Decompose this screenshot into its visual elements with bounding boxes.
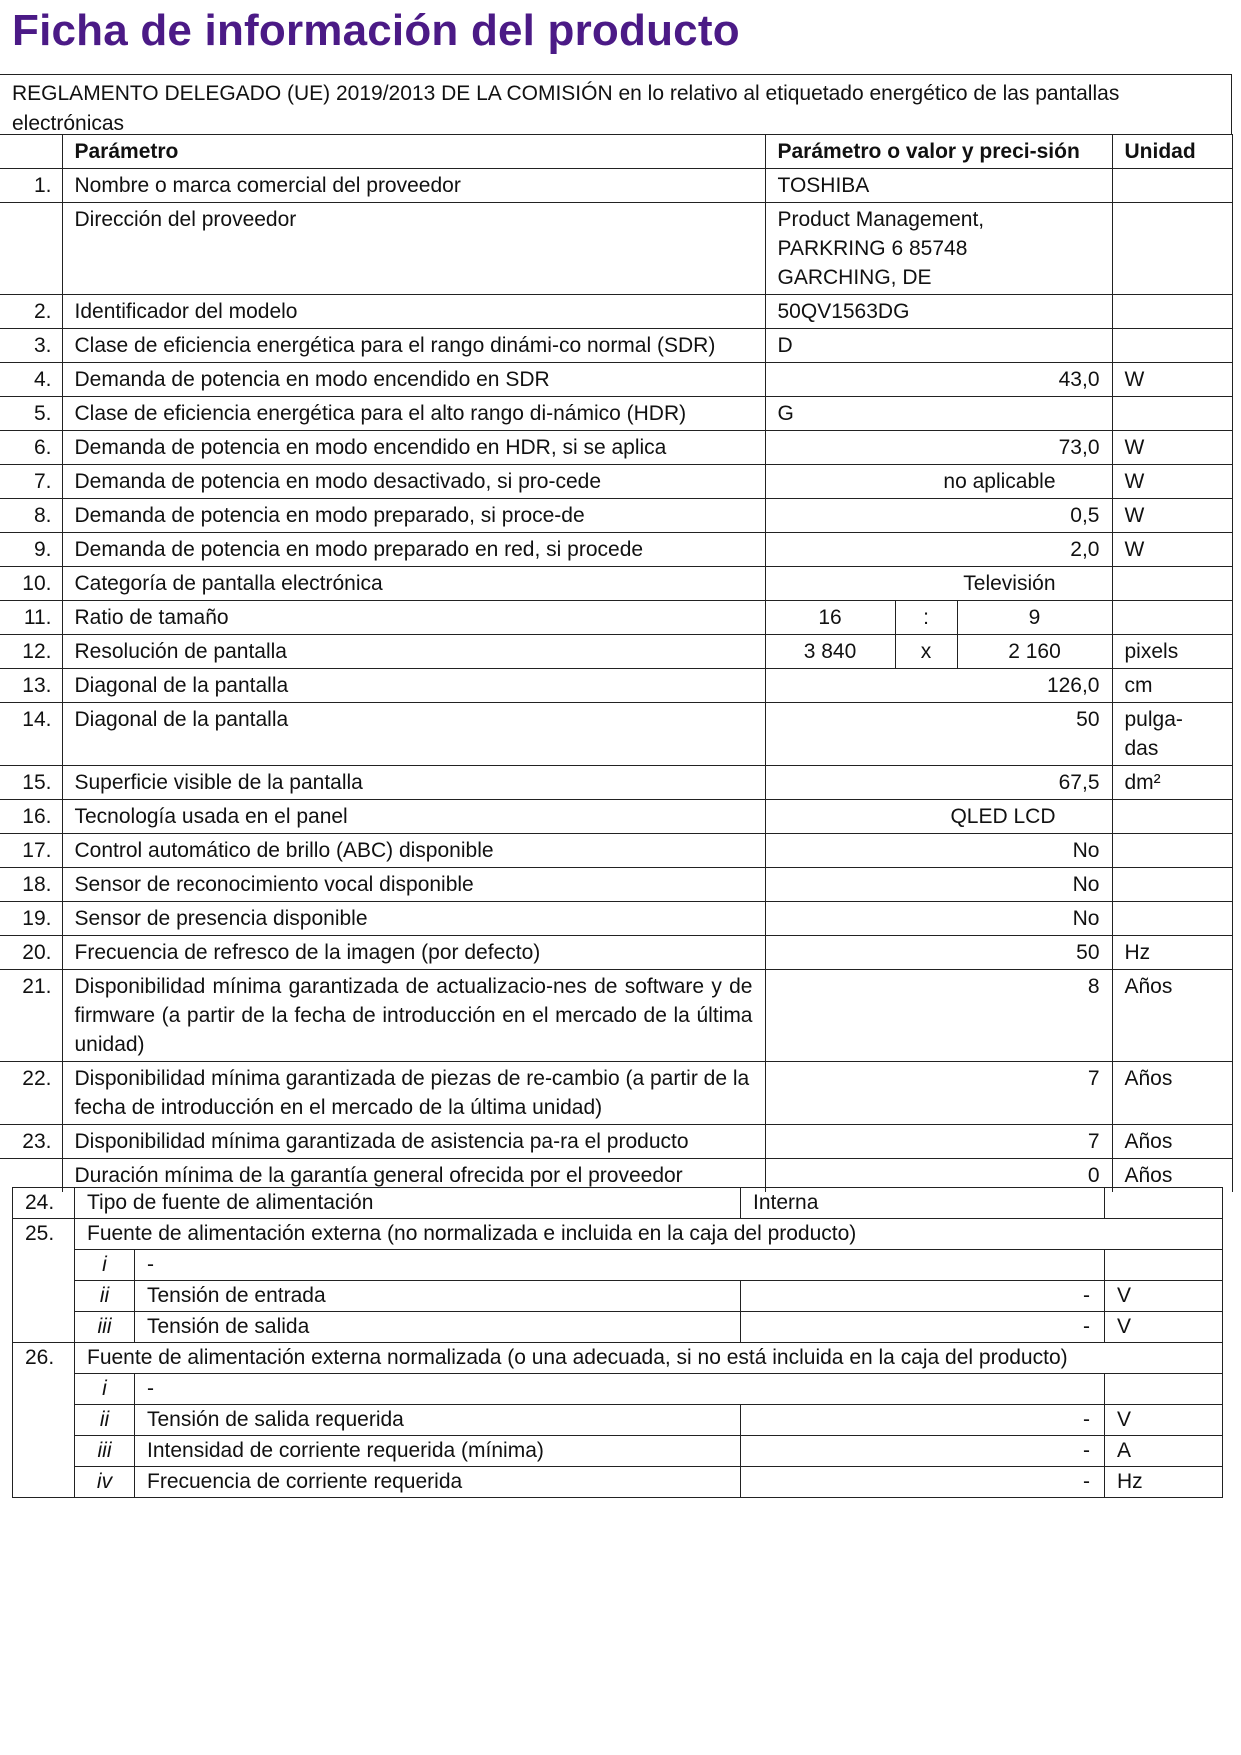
- table-header-row: [0, 135, 1232, 169]
- row-number: 1.: [0, 169, 62, 203]
- subrow-label: Tensión de salida requerida: [135, 1405, 741, 1436]
- row-value: 67,5: [765, 766, 1112, 800]
- subrow-unit: V: [1105, 1312, 1223, 1343]
- row-label: Demanda de potencia en modo preparado, si proce-de: [62, 499, 765, 533]
- row-number: 7.: [0, 465, 62, 499]
- row-number: 26.: [13, 1343, 75, 1374]
- subrow-index: iv: [75, 1467, 135, 1498]
- row-value: 0,5: [765, 499, 1112, 533]
- row-label: Ratio de tamaño: [62, 601, 765, 635]
- resolution-horizontal: 3 840: [765, 635, 895, 669]
- subrow-label: -: [135, 1374, 1105, 1405]
- table-row: [13, 1343, 1223, 1374]
- row-number: [0, 203, 62, 295]
- subrow-value: -: [741, 1467, 1105, 1498]
- subrow-index: ii: [75, 1281, 135, 1312]
- row-number: 12.: [0, 635, 62, 669]
- row-unit: W: [1112, 431, 1232, 465]
- table-row: [0, 635, 1232, 669]
- row-value: D: [765, 329, 1112, 363]
- row-number: 4.: [0, 363, 62, 397]
- row-label: Identificador del modelo: [62, 295, 765, 329]
- row-unit: [1112, 203, 1232, 295]
- power-supply-table: [12, 1187, 1223, 1498]
- row-unit: Años: [1112, 1159, 1232, 1193]
- row-unit: [1112, 295, 1232, 329]
- table-row: [0, 363, 1232, 397]
- row-value: 50QV1563DG: [765, 295, 1112, 329]
- row-number: 15.: [0, 766, 62, 800]
- header-parameter: Parámetro: [62, 135, 765, 169]
- header-unit: Unidad: [1112, 135, 1232, 169]
- subrow-unit: A: [1105, 1436, 1223, 1467]
- row-number: 22.: [0, 1062, 62, 1125]
- table-row: [0, 703, 1232, 766]
- table-row: [0, 970, 1232, 1062]
- row-value: Interna: [741, 1188, 1105, 1219]
- table-row: [0, 766, 1232, 800]
- row-value: 126,0: [765, 669, 1112, 703]
- row-number: 13.: [0, 669, 62, 703]
- row-unit: [1112, 902, 1232, 936]
- subrow-unit: V: [1105, 1281, 1223, 1312]
- row-number: 11.: [0, 601, 62, 635]
- subrow-value: -: [741, 1281, 1105, 1312]
- row-label: Demanda de potencia en modo preparado en red, si procede: [62, 533, 765, 567]
- row-label: Disponibilidad mínima garantizada de actualizacio-nes de software y de firmware (a partir de la fecha de introducción en el mercado de la última unidad): [62, 970, 765, 1062]
- row-unit: Años: [1112, 970, 1232, 1062]
- row-unit: [1112, 169, 1232, 203]
- row-number: 5.: [0, 397, 62, 431]
- ratio-height: 9: [957, 601, 1112, 635]
- row-number: 14.: [0, 703, 62, 766]
- row-label: Categoría de pantalla electrónica: [62, 567, 765, 601]
- row-unit: W: [1112, 465, 1232, 499]
- row-label: Nombre o marca comercial del proveedor: [62, 169, 765, 203]
- row-value: 73,0: [765, 431, 1112, 465]
- row-unit: cm: [1112, 669, 1232, 703]
- table-row: [0, 329, 1232, 363]
- address-line: PARKRING 6 85748: [777, 237, 968, 260]
- row-label: Tipo de fuente de alimentación: [75, 1188, 741, 1219]
- row-unit: [1112, 800, 1232, 834]
- address-line: GARCHING, DE: [777, 266, 932, 289]
- row-label: Tecnología usada en el panel: [62, 800, 765, 834]
- row-number: 16.: [0, 800, 62, 834]
- table-row: [0, 499, 1232, 533]
- row-label: Fuente de alimentación externa normalizada (o una adecuada, si no está incluida en la caja del producto): [75, 1343, 1223, 1374]
- row-value: 7: [765, 1125, 1112, 1159]
- table-row: [0, 169, 1232, 203]
- row-value: no aplicable: [765, 465, 1112, 499]
- empty-cell: [13, 1374, 75, 1405]
- subrow-index: ii: [75, 1405, 135, 1436]
- table-subrow: [13, 1250, 1223, 1281]
- row-number: 3.: [0, 329, 62, 363]
- row-number: 25.: [13, 1219, 75, 1250]
- row-label: Diagonal de la pantalla: [62, 703, 765, 766]
- table-row: [0, 203, 1232, 295]
- table-row: [0, 567, 1232, 601]
- subrow-unit: Hz: [1105, 1467, 1223, 1498]
- table-row: [13, 1188, 1223, 1219]
- row-value: 0: [765, 1159, 1112, 1193]
- row-label: Demanda de potencia en modo desactivado, si pro-cede: [62, 465, 765, 499]
- empty-cell: [13, 1436, 75, 1467]
- empty-cell: [13, 1405, 75, 1436]
- row-label: Sensor de presencia disponible: [62, 902, 765, 936]
- empty-cell: [13, 1312, 75, 1343]
- row-number: 21.: [0, 970, 62, 1062]
- table-row: [0, 1125, 1232, 1159]
- row-unit: W: [1112, 363, 1232, 397]
- empty-cell: [13, 1467, 75, 1498]
- subrow-label: Intensidad de corriente requerida (mínima): [135, 1436, 741, 1467]
- subrow-unit: V: [1105, 1405, 1223, 1436]
- table-row: [13, 1219, 1223, 1250]
- table-subrow: [13, 1467, 1223, 1498]
- row-unit: Hz: [1112, 936, 1232, 970]
- row-number: 18.: [0, 868, 62, 902]
- row-value: 43,0: [765, 363, 1112, 397]
- row-value: G: [765, 397, 1112, 431]
- table-row: [0, 834, 1232, 868]
- table-row: [0, 431, 1232, 465]
- unit-line: das: [1124, 737, 1159, 760]
- row-number: 17.: [0, 834, 62, 868]
- row-label: Demanda de potencia en modo encendido en SDR: [62, 363, 765, 397]
- row-unit: dm²: [1112, 766, 1232, 800]
- row-unit: [1112, 601, 1232, 635]
- row-label: Dirección del proveedor: [62, 203, 765, 295]
- subrow-unit: [1105, 1374, 1223, 1405]
- row-number: 24.: [13, 1188, 75, 1219]
- subrow-unit: [1105, 1250, 1223, 1281]
- table-row: [0, 902, 1232, 936]
- row-label: Disponibilidad mínima garantizada de asistencia pa-ra el producto: [62, 1125, 765, 1159]
- ratio-width: 16: [765, 601, 895, 635]
- row-label: Duración mínima de la garantía general ofrecida por el proveedor: [62, 1159, 765, 1193]
- table-subrow: [13, 1374, 1223, 1405]
- subrow-index: iii: [75, 1312, 135, 1343]
- row-value: QLED LCD: [765, 800, 1112, 834]
- resolution-separator: x: [895, 635, 957, 669]
- subrow-value: -: [741, 1405, 1105, 1436]
- table-row: [0, 533, 1232, 567]
- address-line: Product Management,: [777, 208, 985, 231]
- row-label: Fuente de alimentación externa (no normalizada e incluida en la caja del producto): [75, 1219, 1223, 1250]
- table-row: [0, 1062, 1232, 1125]
- row-label: Diagonal de la pantalla: [62, 669, 765, 703]
- row-unit: [1112, 703, 1232, 766]
- resolution-vertical: 2 160: [957, 635, 1112, 669]
- regulation-intro-text: REGLAMENTO DELEGADO (UE) 2019/2013 DE LA COMISIÓN en lo relativo al etiquetado energético de las pantallas electrónicas: [12, 82, 1120, 135]
- header-value: Parámetro o valor y preci-sión: [765, 135, 1112, 169]
- row-unit: W: [1112, 499, 1232, 533]
- row-label: Sensor de reconocimiento vocal disponible: [62, 868, 765, 902]
- row-unit: pixels: [1112, 635, 1232, 669]
- header-num: [0, 135, 62, 169]
- row-number: 20.: [0, 936, 62, 970]
- row-unit: Años: [1112, 1062, 1232, 1125]
- row-value: 8: [765, 970, 1112, 1062]
- subrow-label: Tensión de entrada: [135, 1281, 741, 1312]
- subrow-label: Frecuencia de corriente requerida: [135, 1467, 741, 1498]
- row-value: No: [765, 868, 1112, 902]
- row-number: 8.: [0, 499, 62, 533]
- row-value: 7: [765, 1062, 1112, 1125]
- row-unit: [1112, 834, 1232, 868]
- subrow-value: -: [741, 1312, 1105, 1343]
- row-label: Control automático de brillo (ABC) disponible: [62, 834, 765, 868]
- row-unit: [1112, 868, 1232, 902]
- subrow-value: -: [741, 1436, 1105, 1467]
- product-info-table: [0, 134, 1233, 1192]
- subrow-index: i: [75, 1250, 135, 1281]
- subrow-index: i: [75, 1374, 135, 1405]
- table-row: [0, 868, 1232, 902]
- table-subrow: [13, 1312, 1223, 1343]
- table-row: [0, 397, 1232, 431]
- unit-line: pulga-: [1124, 708, 1183, 731]
- row-value: [765, 203, 1112, 295]
- row-label: Frecuencia de refresco de la imagen (por defecto): [62, 936, 765, 970]
- row-value: TOSHIBA: [765, 169, 1112, 203]
- row-unit: W: [1112, 533, 1232, 567]
- table-subrow: [13, 1405, 1223, 1436]
- row-unit: Años: [1112, 1125, 1232, 1159]
- row-number: 23.: [0, 1125, 62, 1159]
- regulation-intro-box: [0, 74, 1232, 134]
- row-number: 19.: [0, 902, 62, 936]
- table-row: [0, 465, 1232, 499]
- row-value: 50: [765, 936, 1112, 970]
- ratio-separator: :: [895, 601, 957, 635]
- row-value: 2,0: [765, 533, 1112, 567]
- row-number: 10.: [0, 567, 62, 601]
- row-label: Disponibilidad mínima garantizada de piezas de re-cambio (a partir de la fecha de introducción en el mercado de la última unidad): [62, 1062, 765, 1125]
- row-unit: [1105, 1188, 1223, 1219]
- empty-cell: [13, 1250, 75, 1281]
- subrow-label: -: [135, 1250, 1105, 1281]
- row-unit: [1112, 567, 1232, 601]
- subrow-label: Tensión de salida: [135, 1312, 741, 1343]
- row-label: Clase de eficiencia energética para el alto rango di-námico (HDR): [62, 397, 765, 431]
- row-unit: [1112, 397, 1232, 431]
- table-row: [0, 295, 1232, 329]
- row-label: Demanda de potencia en modo encendido en HDR, si se aplica: [62, 431, 765, 465]
- row-number: 9.: [0, 533, 62, 567]
- row-unit: [1112, 329, 1232, 363]
- subrow-index: iii: [75, 1436, 135, 1467]
- empty-cell: [13, 1281, 75, 1312]
- row-label: Clase de eficiencia energética para el rango dinámi-co normal (SDR): [62, 329, 765, 363]
- table-row: [0, 669, 1232, 703]
- row-value: Televisión: [765, 567, 1112, 601]
- table-row: [0, 936, 1232, 970]
- row-value: No: [765, 834, 1112, 868]
- table-row: [0, 800, 1232, 834]
- row-value: No: [765, 902, 1112, 936]
- document-title: Ficha de información del producto: [12, 6, 740, 55]
- table-subrow: [13, 1281, 1223, 1312]
- row-number: 6.: [0, 431, 62, 465]
- row-label: Resolución de pantalla: [62, 635, 765, 669]
- row-value: 50: [765, 703, 1112, 766]
- table-subrow: [13, 1436, 1223, 1467]
- table-row: [0, 601, 1232, 635]
- row-number: 2.: [0, 295, 62, 329]
- row-label: Superficie visible de la pantalla: [62, 766, 765, 800]
